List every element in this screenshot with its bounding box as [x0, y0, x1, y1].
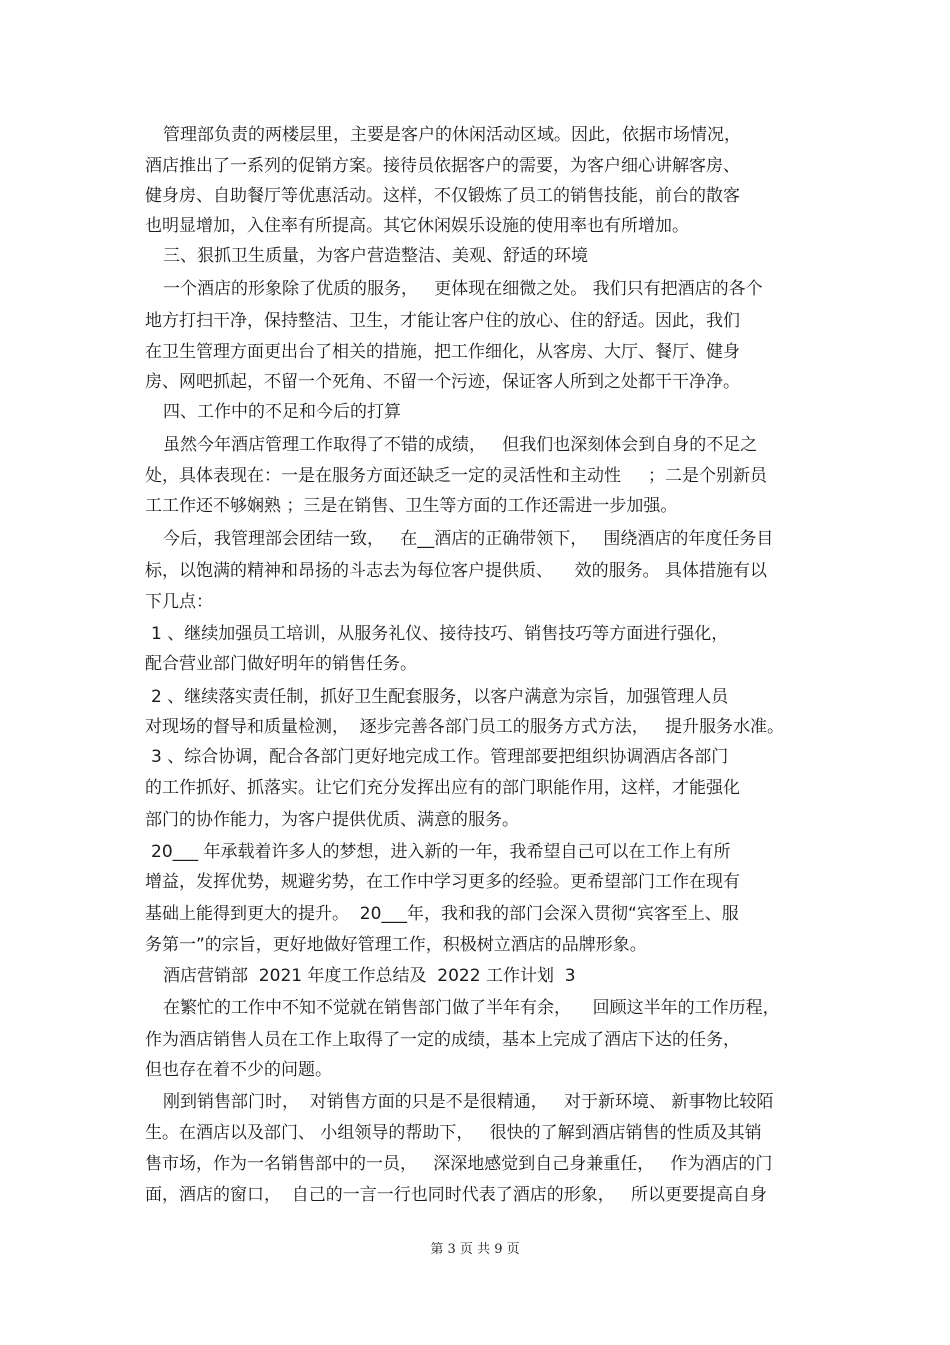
- text-line: 下几点：: [145, 592, 213, 612]
- text-line: 标，以饱满的精神和昂扬的斗志去为每位客户提供质、 效的服务。 具体措施有以: [145, 561, 768, 581]
- text-line: 务第一”的宗旨，更好地做好管理工作，积极树立酒店的品牌形象。: [145, 935, 647, 955]
- text-line: 基础上能得到更大的提升。 20___年，我和我的部门会深入贯彻“宾客至上、服: [145, 904, 739, 924]
- list-item: 2 、继续落实责任制，抓好卫生配套服务，以客户满意为宗旨，加强管理人员: [151, 687, 729, 707]
- text-line: 对现场的督导和质量检测， 逐步完善各部门员工的服务方式方法， 提升服务水准。: [145, 717, 785, 737]
- text-line: 但也存在着不少的问题。: [145, 1060, 332, 1080]
- text-line: 在卫生管理方面更出台了相关的措施，把工作细化，从客房、大厅、餐厅、健身: [145, 342, 740, 362]
- text-line: 售市场，作为一名销售部中的一员， 深深地感觉到自己身兼重任， 作为酒店的门: [145, 1154, 773, 1174]
- text-line: 部门的协作能力，为客户提供优质、满意的服务。: [145, 810, 519, 830]
- text-line: 虽然今年酒店管理工作取得了不错的成绩， 但我们也深刻体会到自身的不足之: [163, 435, 758, 455]
- text-line: 作为酒店销售人员在工作上取得了一定的成绩，基本上完成了酒店下达的任务，: [145, 1030, 740, 1050]
- article-title: 酒店营销部 2021 年度工作总结及 2022 工作计划 3: [163, 966, 576, 986]
- text-line: 地方打扫干净，保持整洁、卫生，才能让客户住的放心、住的舒适。因此，我们: [145, 311, 740, 331]
- text-line: 一个酒店的形象除了优质的服务， 更体现在细微之处。 我们只有把酒店的各个: [163, 279, 763, 299]
- text-line: 在繁忙的工作中不知不觉就在销售部门做了半年有余， 回顾这半年的工作历程，: [163, 998, 780, 1018]
- text-line: 健身房、自助餐厅等优惠活动。这样，不仅锻炼了员工的销售技能，前台的散客: [145, 186, 740, 206]
- section-heading: 四、工作中的不足和今后的打算: [163, 402, 401, 422]
- text-line: 的工作抓好、抓落实。让它们充分发挥出应有的部门职能作用，这样，才能强化: [145, 778, 740, 798]
- page-number-footer: 第 3 页 共 9 页: [430, 1242, 520, 1257]
- section-heading: 三、狠抓卫生质量，为客户营造整洁、美观、舒适的环境: [163, 246, 588, 266]
- text-line: 生。在酒店以及部门、 小组领导的帮助下， 很快的了解到酒店销售的性质及其销: [145, 1123, 762, 1143]
- text-line: 20___ 年承载着许多人的梦想，进入新的一年，我希望自己可以在工作上有所: [151, 842, 731, 862]
- text-line: 面，酒店的窗口， 自己的一言一行也同时代表了酒店的形象， 所以更要提高自身: [145, 1185, 768, 1205]
- text-line: 处，具体表现在：一是在服务方面还缺乏一定的灵活性和主动性 ；二是个别新员: [145, 466, 768, 486]
- text-line: 增益，发挥优势，规避劣势，在工作中学习更多的经验。更希望部门工作在现有: [145, 872, 740, 892]
- text-line: 配合营业部门做好明年的销售任务。: [145, 654, 417, 674]
- list-item: 3 、综合协调，配合各部门更好地完成工作。管理部要把组织协调酒店各部门: [151, 747, 729, 767]
- text-line: 房、网吧抓起，不留一个死角、不留一个污迹，保证客人所到之处都干干净净。: [145, 372, 740, 392]
- text-line: 刚到销售部门时， 对销售方面的只是不是很精通， 对于新环境、 新事物比较陌: [163, 1092, 774, 1112]
- text-line: 工工作还不够娴熟 ；三是在销售、卫生等方面的工作还需进一步加强。: [145, 496, 678, 516]
- text-line: 今后，我管理部会团结一致， 在__酒店的正确带领下， 围绕酒店的年度任务目: [163, 529, 774, 549]
- text-line: 也明显增加，入住率有所提高。其它休闲娱乐设施的使用率也有所增加。: [145, 216, 689, 236]
- text-line: 酒店推出了一系列的促销方案。接待员依据客户的需要，为客户细心讲解客房、: [145, 156, 740, 176]
- list-item: 1 、继续加强员工培训，从服务礼仪、接待技巧、销售技巧等方面进行强化，: [151, 624, 729, 644]
- text-line: 管理部负责的两楼层里，主要是客户的休闲活动区域。因此，依据市场情况，: [163, 125, 741, 145]
